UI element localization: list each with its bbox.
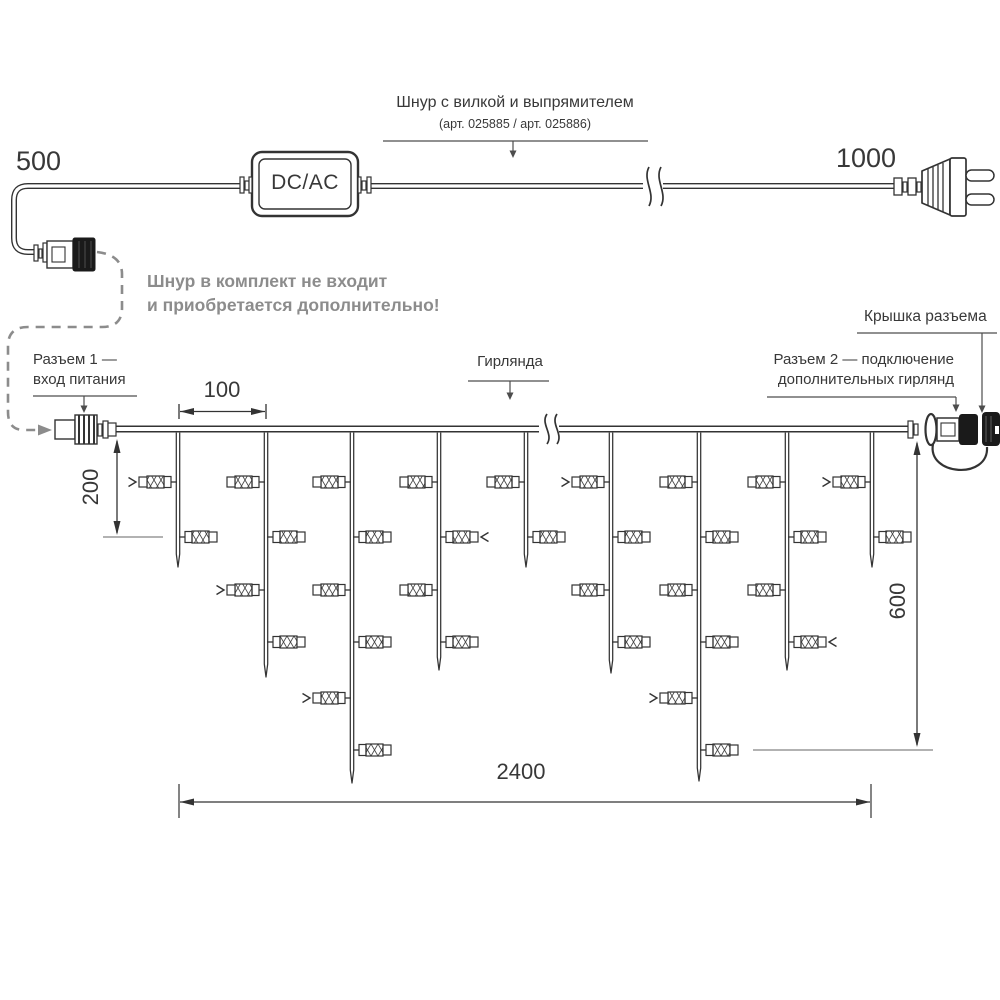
dim-500-label: 500: [16, 146, 62, 176]
lamp-icon: [440, 531, 489, 543]
dim-1000-label: 1000: [835, 143, 897, 173]
dimension-100: [179, 404, 266, 419]
converter-left-fitting: [240, 177, 252, 193]
lamp-icon: [748, 476, 786, 488]
garland-drop: [303, 433, 392, 783]
cord-articles: (арт. 025885 / арт. 025886): [439, 117, 591, 131]
lamp-icon: [612, 636, 650, 648]
lamp-icon: [788, 636, 837, 648]
lamp-icon: [313, 584, 351, 596]
connector1-label-line2: вход питания: [33, 371, 126, 388]
connector2-cap: [959, 414, 978, 445]
lamp-direction-arrow: [829, 638, 837, 647]
lamp-icon: [660, 476, 698, 488]
lamp-icon: [788, 531, 826, 543]
lamp-icon: [440, 636, 478, 648]
garland-drops-layer: [129, 433, 912, 783]
dim-100-label: 100: [203, 377, 241, 402]
connector2-label-line2: дополнительных гирлянд: [777, 371, 954, 388]
lamp-icon: [700, 744, 738, 756]
garland-break-mark: [545, 414, 559, 444]
lamp-icon: [179, 531, 217, 543]
cord-title: Шнур с вилкой и выпрямителем: [396, 94, 634, 111]
garland-end-connector: [908, 412, 1000, 470]
connector2-label-line1: Разъем 2 — подключение: [773, 351, 954, 368]
dim-200-label: 200: [78, 468, 103, 506]
lamp-direction-arrow: [650, 694, 658, 703]
garland-drop: [217, 433, 306, 677]
lamp-icon: [660, 584, 698, 596]
dim-2400-label: 2400: [496, 759, 546, 784]
dashed-extension-path: [8, 252, 122, 430]
lamp-icon: [267, 531, 305, 543]
lamp-icon: [823, 476, 872, 488]
cord-output-connector: [34, 238, 95, 271]
connector1-label-line1: Разъем 1 —: [33, 351, 117, 368]
lamp-icon: [267, 636, 305, 648]
lamp-icon: [562, 476, 611, 488]
euro-plug-icon: [894, 158, 994, 216]
lamp-icon: [400, 584, 438, 596]
lamp-icon: [572, 584, 610, 596]
cap-tether-cable: [933, 444, 987, 470]
garland-drop: [487, 433, 565, 567]
dashed-arrowhead: [38, 425, 52, 436]
lamp-icon: [612, 531, 650, 543]
garland-label: Гирлянда: [477, 353, 543, 370]
lamp-icon: [527, 531, 565, 543]
dimension-2400: [179, 784, 871, 818]
cord-title-leader: [383, 141, 648, 151]
converter-right-fitting: [358, 177, 371, 193]
garland-input-connector: [55, 415, 116, 444]
lamp-direction-arrow: [481, 533, 489, 542]
lamp-icon: [129, 476, 178, 488]
lamp-icon: [700, 636, 738, 648]
lamp-icon: [400, 476, 438, 488]
garland-drop: [650, 433, 739, 781]
lamp-icon: [650, 692, 699, 704]
lamp-icon: [353, 636, 391, 648]
lamp-icon: [353, 531, 391, 543]
note-line2: и приобретается дополнительно!: [147, 295, 440, 315]
note-line1: Шнур в комплект не входит: [147, 271, 388, 291]
lamp-direction-arrow: [217, 586, 225, 595]
lamp-icon: [700, 531, 738, 543]
lamp-icon: [303, 692, 352, 704]
dcac-label: DC/AC: [271, 171, 339, 194]
garland-drop: [562, 433, 651, 673]
lamp-icon: [227, 476, 265, 488]
lamp-direction-arrow: [562, 478, 570, 487]
lamp-direction-arrow: [823, 478, 831, 487]
garland-drop: [129, 433, 218, 567]
lamp-icon: [748, 584, 786, 596]
lamp-icon: [313, 476, 351, 488]
lamp-direction-arrow: [129, 478, 137, 487]
garland-drop: [400, 433, 489, 670]
lamp-icon: [487, 476, 525, 488]
dim-600-label: 600: [885, 582, 910, 620]
lamp-icon: [353, 744, 391, 756]
lamp-icon: [217, 584, 266, 596]
garland-drop: [748, 433, 837, 670]
garland-drop: [823, 433, 912, 567]
lamp-direction-arrow: [303, 694, 311, 703]
lamp-icon: [873, 531, 911, 543]
cap-label: Крышка разъема: [864, 308, 987, 325]
cord-break-mark: [647, 167, 663, 206]
